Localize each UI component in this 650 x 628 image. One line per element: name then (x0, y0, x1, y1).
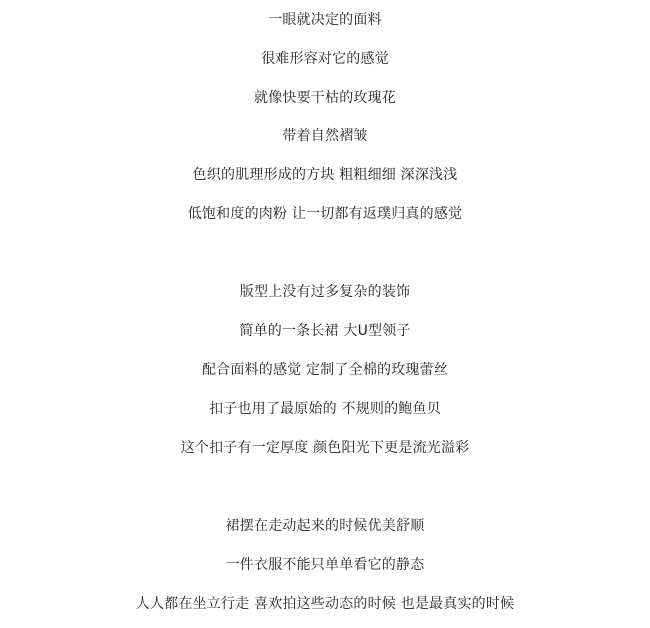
text-line: 很难形容对它的感觉 (261, 51, 389, 67)
text-line: 版型上没有过多复杂的装饰 (239, 284, 411, 300)
text-line: 简单的一条长裙 大U型领子 (239, 323, 411, 339)
text-line: 扣子也用了最原始的 不规则的鲍鱼贝 (209, 401, 441, 417)
text-line: 色织的肌理形成的方块 粗粗细细 深深浅浅 (192, 167, 458, 183)
text-line: 这个扣子有一定厚度 颜色阳光下更是流光溢彩 (180, 440, 470, 456)
text-line: 带着自然褶皱 (282, 128, 368, 144)
text-line: 就像快要干枯的玫瑰花 (254, 90, 396, 106)
text-line: 人人都在坐立行走 喜欢拍这些动态的时候 也是最真实的时候 (135, 596, 515, 612)
text-line: 低饱和度的肉粉 让一切都有返璞归真的感觉 (187, 206, 463, 222)
text-line: 一眼就决定的面料 (268, 12, 382, 28)
text-line: 裙摆在走动起来的时候优美舒顺 (225, 518, 425, 534)
text-line: 配合面料的感觉 定制了全棉的玫瑰蕾丝 (201, 362, 449, 378)
text-line: 一件衣服不能只单单看它的静态 (225, 557, 425, 573)
